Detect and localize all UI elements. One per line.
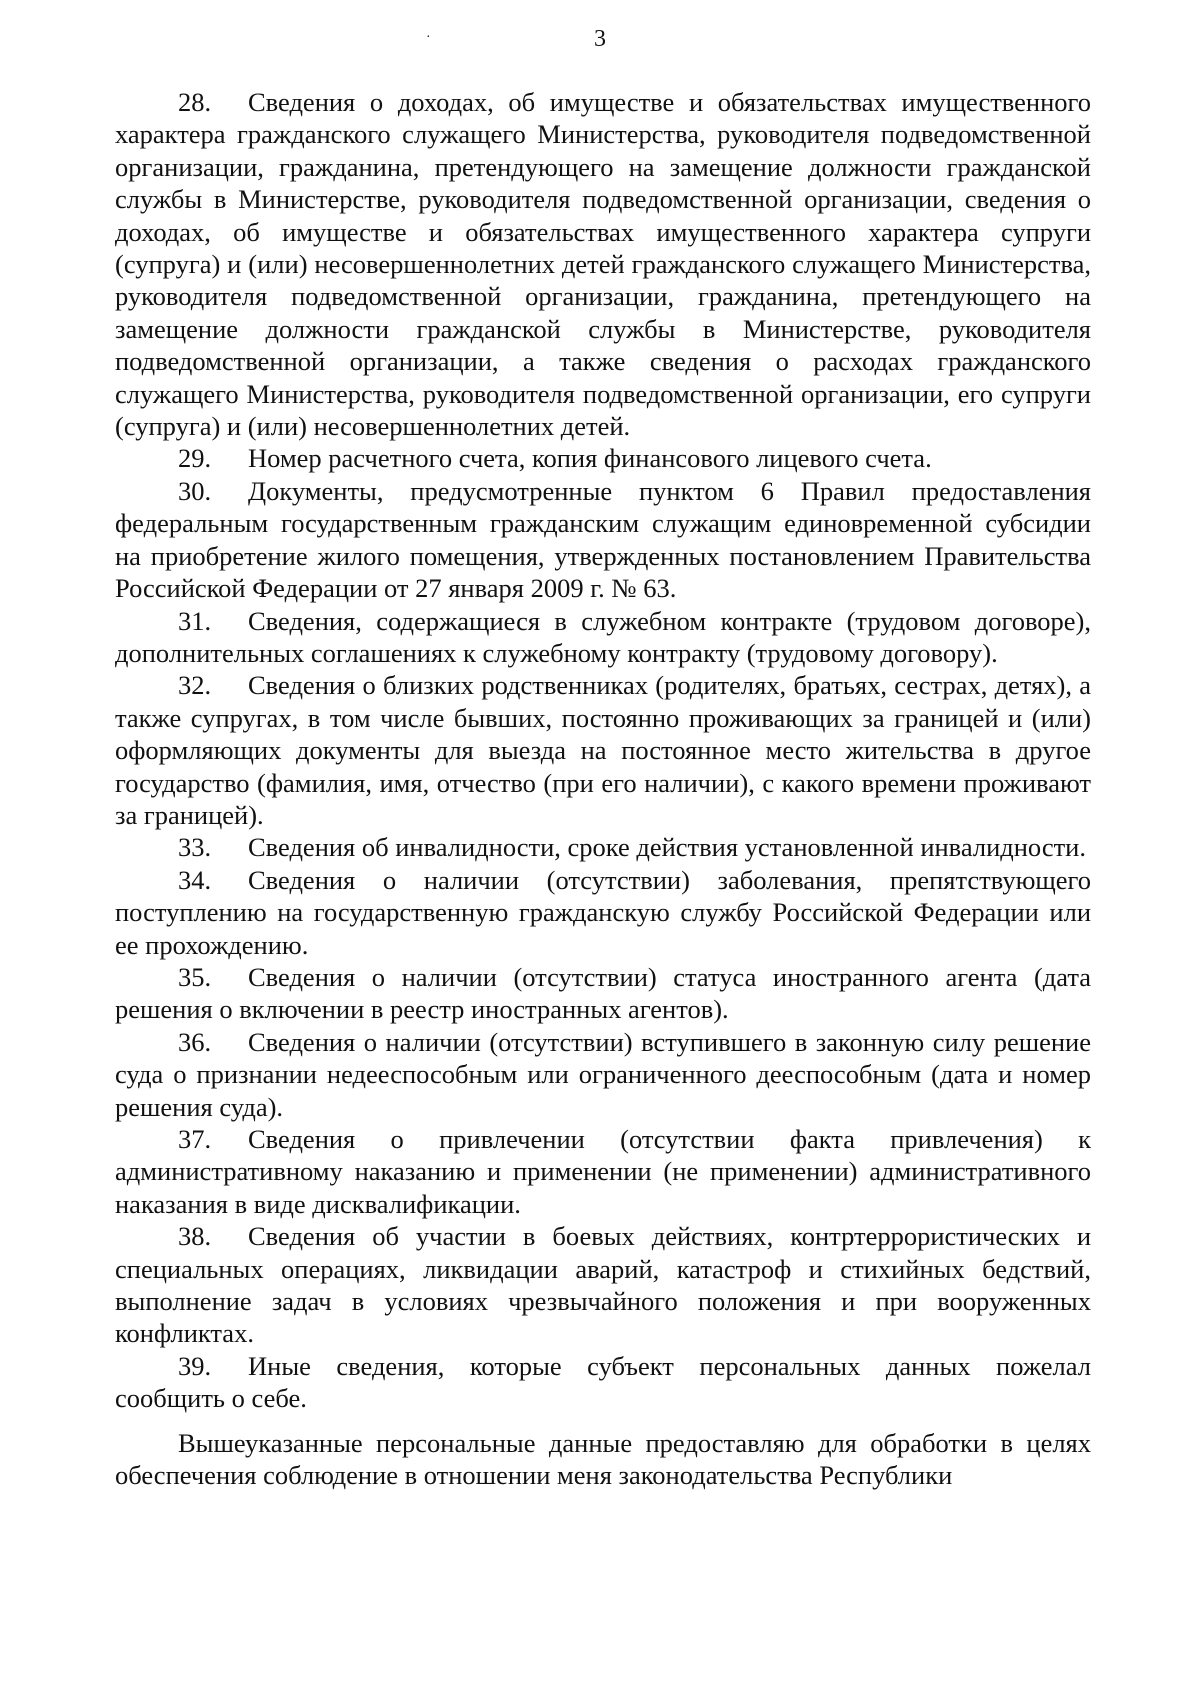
document-body: [115, 86, 1091, 1491]
item-text: Сведения о близких родственниках (родителях, братьях, сестрах, детях), а также супругах, в том числе бывших, постоянно проживающих за границей и (или) оформляющих документы для выезда на постоянное место жительства в другое государство (фамилия, имя, отчество (при его наличии), с какого времени проживают за границей).: [115, 670, 1091, 830]
item-number: 29.: [178, 443, 212, 474]
item-text: Иные сведения, которые субъект персональных данных пожелал сообщить о себе.: [115, 1350, 1091, 1414]
item-text: Сведения об инвалидности, сроке действия установленной инвалидности.: [248, 832, 1086, 863]
scan-dot: ·: [426, 30, 431, 45]
list-item-38: [115, 1220, 1091, 1350]
item-number: 31.: [178, 605, 212, 636]
list-item-33: [115, 831, 1091, 863]
item-text: Сведения об участии в боевых действиях, контртеррористических и специальных операциях, ликвидации аварий, катастроф и стихийных бедствий, выполнение задач в условиях чрезвычайного положения и при вооруженных конфликтах.: [115, 1221, 1091, 1349]
list-item-28: [115, 86, 1091, 442]
item-number: 38.: [178, 1221, 212, 1252]
list-item-36: [115, 1026, 1091, 1123]
item-number: 34.: [178, 864, 212, 895]
closing-paragraph: Вышеуказанные персональные данные предоставляю для обработки в целях обеспечения соблюдение в отношении меня законодательства Республики: [115, 1427, 1091, 1491]
item-text: Сведения о привлечении (отсутствии факта привлечения) к административному наказанию и применении (не применении) административного наказания в виде дисквалификации.: [115, 1124, 1091, 1219]
item-number: 32.: [178, 670, 212, 701]
item-number: 33.: [178, 832, 212, 863]
item-text: Номер расчетного счета, копия финансового лицевого счета.: [248, 443, 932, 474]
list-item-34: [115, 864, 1091, 961]
list-item-29: [115, 442, 1091, 474]
list-item-30: [115, 475, 1091, 605]
item-number: 30.: [178, 475, 212, 506]
list-item-37: [115, 1123, 1091, 1220]
item-number: 28.: [178, 87, 212, 117]
item-text: Сведения о наличии (отсутствии) вступившего в законную силу решение суда о признании недееспособным или ограниченного дееспособным (дата и номер решения суда).: [115, 1026, 1091, 1122]
item-text: Сведения о наличии (отсутствии) статуса иностранного агента (дата решения о включении в реестр иностранных агентов).: [115, 961, 1091, 1025]
item-number: 39.: [178, 1350, 212, 1381]
item-number: 37.: [178, 1124, 212, 1154]
item-number: 35.: [178, 961, 212, 992]
item-text: Сведения о доходах, об имуществе и обязательствах имущественного характера гражданского служащего Министерства, руководителя подведомственной организации, гражданина, претендующего на замещение должности гражданской службы в Министерстве, руководителя подведомственной организации, сведения о доходах, об имуществе и обязательствах имущественного характера супруги (супруга) и (или) несовершеннолетних детей гражданского служащего Министерства, руководителя подведомственной организации, гражданина, претендующего на замещение должности гражданской службы в Министерстве, руководителя подведомственной организации, а также сведения о расходах гражданского служащего Министерства, руководителя подведомственной организации, его супруги (супруга) и (или) несовершеннолетних детей.: [115, 87, 1091, 442]
item-text: Сведения о наличии (отсутствии) заболевания, препятствующего поступлению на государственную гражданскую службу Российской Федерации или ее прохождению.: [115, 864, 1091, 960]
list-item-31: [115, 605, 1091, 670]
page-number: 3: [594, 26, 606, 52]
item-number: 36.: [178, 1026, 212, 1057]
list-item-32: [115, 669, 1091, 831]
item-text: Документы, предусмотренные пунктом 6 Правил предоставления федеральным государственным гражданским служащим единовременной субсидии на приобретение жилого помещения, утвержденных постановлением Правительства Российской Федерации от 27 января 2009 г. № 63.: [115, 475, 1091, 604]
item-text: Сведения, содержащиеся в служебном контракте (трудовом договоре), дополнительных соглашениях к служебному контракту (трудовому договору).: [115, 605, 1091, 668]
list-item-39: [115, 1350, 1091, 1415]
list-item-35: [115, 961, 1091, 1026]
